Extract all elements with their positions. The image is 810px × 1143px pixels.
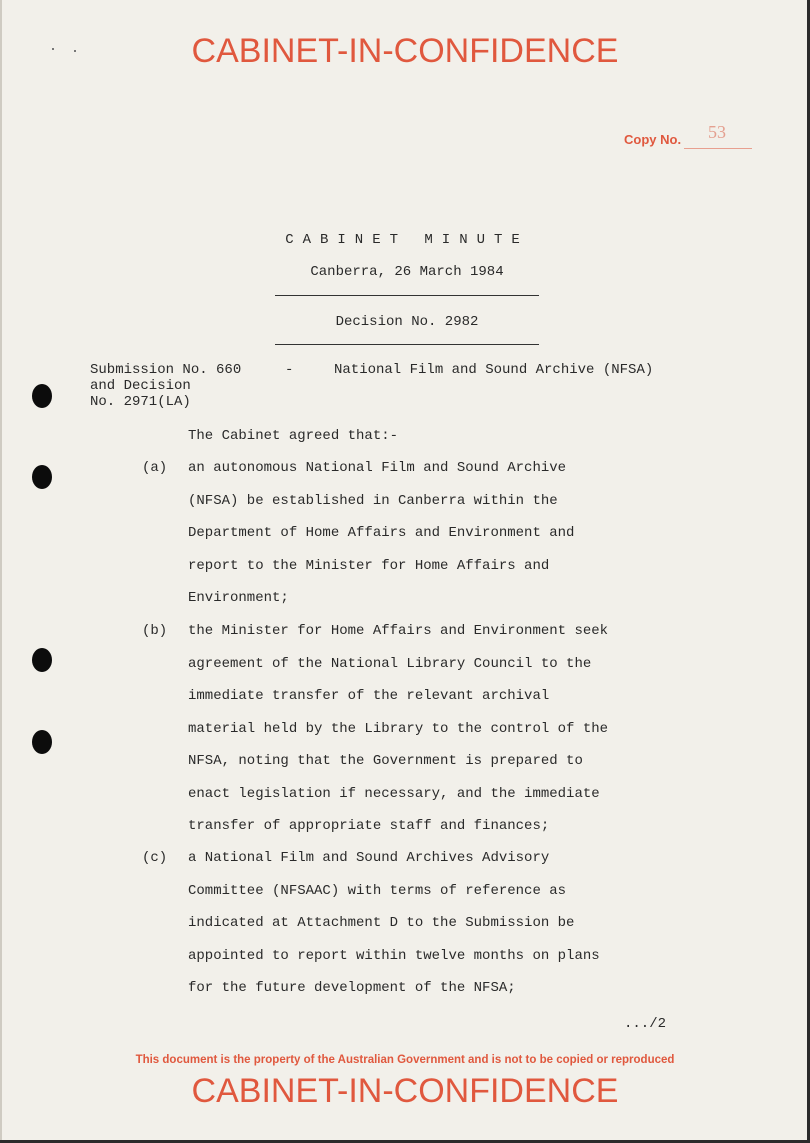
- item-label-a: (a): [142, 460, 168, 476]
- copy-number-value: 53: [708, 122, 726, 142]
- item-a-line: an autonomous National Film and Sound Archive: [188, 460, 567, 476]
- page-continuation: .../2: [624, 1016, 667, 1032]
- item-b-line: material held by the Library to the control of the: [188, 721, 609, 737]
- item-b-line: NFSA, noting that the Government is prepared to: [188, 753, 583, 769]
- punch-hole: [32, 648, 52, 672]
- item-b-line: agreement of the National Library Council to the: [188, 656, 592, 672]
- item-a-line: Department of Home Affairs and Environment and: [188, 525, 575, 541]
- punch-hole: [32, 465, 52, 489]
- copy-number-line: [684, 148, 752, 149]
- item-a-line: Environment;: [188, 590, 289, 606]
- item-a-line: (NFSA) be established in Canberra within the: [188, 493, 558, 509]
- heading-rule-bottom: [275, 344, 539, 345]
- item-b-line: the Minister for Home Affairs and Environment seek: [188, 623, 609, 639]
- punch-hole: [32, 384, 52, 408]
- submission-ref-line: Submission No. 660: [90, 362, 242, 378]
- submission-title: National Film and Sound Archive (NFSA): [334, 362, 654, 378]
- heading-rule-top: [275, 295, 539, 296]
- item-label-c: (c): [142, 850, 168, 866]
- submission-ref-line: No. 2971(LA): [90, 394, 191, 410]
- item-a-line: report to the Minister for Home Affairs and: [188, 558, 550, 574]
- item-c-line: for the future development of the NFSA;: [188, 980, 516, 996]
- submission-reference: [90, 362, 241, 410]
- decision-number: Decision No. 2982: [335, 314, 479, 330]
- submission-ref-line: and Decision: [90, 378, 191, 394]
- item-label-b: (b): [142, 623, 168, 639]
- copy-number-label: Copy No.: [624, 132, 682, 147]
- item-c-line: a National Film and Sound Archives Advisory: [188, 850, 550, 866]
- item-b-line: transfer of appropriate staff and finances;: [188, 818, 550, 834]
- minute-place-date: Canberra, 26 March 1984: [310, 264, 504, 280]
- agreement-intro: The Cabinet agreed that:-: [188, 428, 399, 444]
- item-b-line: enact legislation if necessary, and the immediate: [188, 786, 600, 802]
- item-c-line: indicated at Attachment D to the Submission be: [188, 915, 575, 931]
- property-notice: This document is the property of the Australian Government and is not to be copied or reproduced: [135, 1054, 675, 1066]
- item-c-line: Committee (NFSAAC) with terms of reference as: [188, 883, 567, 899]
- punch-hole: [32, 730, 52, 754]
- item-b-line: immediate transfer of the relevant archival: [188, 688, 550, 704]
- classification-header: CABINET-IN-CONFIDENCE: [191, 32, 619, 70]
- page-edge-left: [0, 0, 2, 1143]
- submission-dash: -: [285, 362, 294, 378]
- item-c-line: appointed to report within twelve months on plans: [188, 948, 600, 964]
- classification-footer: CABINET-IN-CONFIDENCE: [191, 1072, 619, 1110]
- minute-title: CABINET MINUTE: [285, 232, 529, 248]
